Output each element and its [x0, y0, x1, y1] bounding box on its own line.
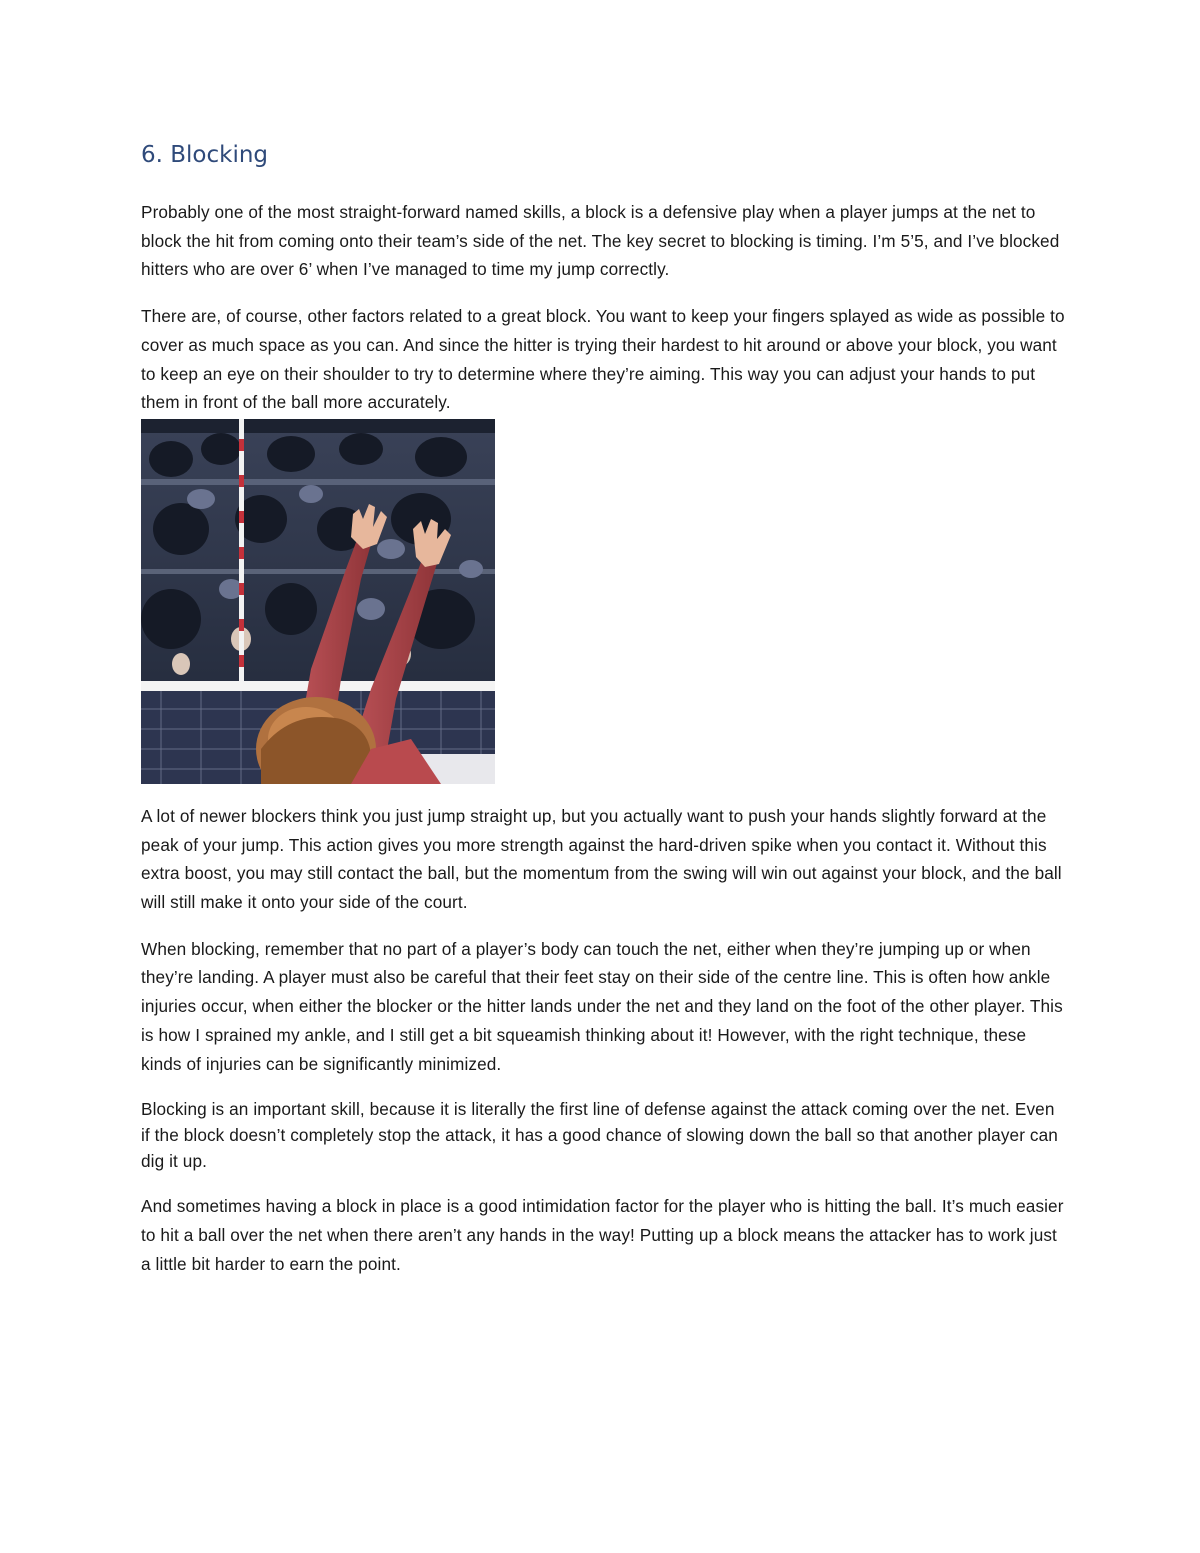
stand-rail: [141, 419, 495, 433]
paragraph-importance: Blocking is an important skill, because it is literally the first line of defense against the attack coming over the net. Even if the block doesn’t completely stop the attack, it has a good chance of slowing down the ball so that another player can dig it up.: [141, 1099, 1058, 1172]
section-heading: 6. Blocking: [141, 142, 269, 168]
stand-rail: [141, 569, 495, 574]
paragraph-factors: There are, of course, other factors related to a great block. You want to keep your fingers splayed as wide as possible to cover as much space as you can. And since the hitter is trying their hardest to hit around or above your block, you want to keep an eye on their shoulder to try to determine where they’re aiming. This way you can adjust your hands to put them in front of the ball more accurately.: [141, 306, 1065, 413]
paragraph-net-rules: When blocking, remember that no part of a player’s body can touch the net, either when they’re jumping up or when they’re landing. A player must also be careful that their feet stay on their side of the centre line. This is often how ankle injuries occur, when either the blocker or the hitter lands under the net and they land on the foot of the other player. This is how I sprained my ankle, and I still get a bit squeamish thinking about it! However, with the right technique, these kinds of injuries can be significantly minimized.: [141, 938, 1063, 1074]
paragraph-intro: Probably one of the most straight-forward named skills, a block is a defensive play when a player jumps at the net to block the hit from coming onto their team’s side of the net. The key secret to blocking is timing. I’m 5’5, and I’ve blocked hitters who are over 6’ when I’ve managed to time my jump correctly.: [141, 202, 1060, 280]
paragraph-intimidation: And sometimes having a block in place is a good intimidation factor for the player who is hitting the ball. It’s much easier to hit a ball over the net when there aren’t any hands in the way! Putting up a block means the attacker has to work just a little bit harder to earn the point.: [141, 1196, 1064, 1274]
volleyball-block-photo: [141, 419, 495, 784]
stand-rail: [141, 479, 495, 485]
paragraph-technique: A lot of newer blockers think you just jump straight up, but you actually want to push your hands slightly forward at the peak of your jump. This action gives you more strength against the hard-driven spike when you contact it. Without this extra boost, you may still contact the ball, but the momentum from the swing will win out against your block, and the ball will still make it onto your side of the court.: [141, 805, 1062, 913]
document-page: [141, 138, 1066, 1278]
